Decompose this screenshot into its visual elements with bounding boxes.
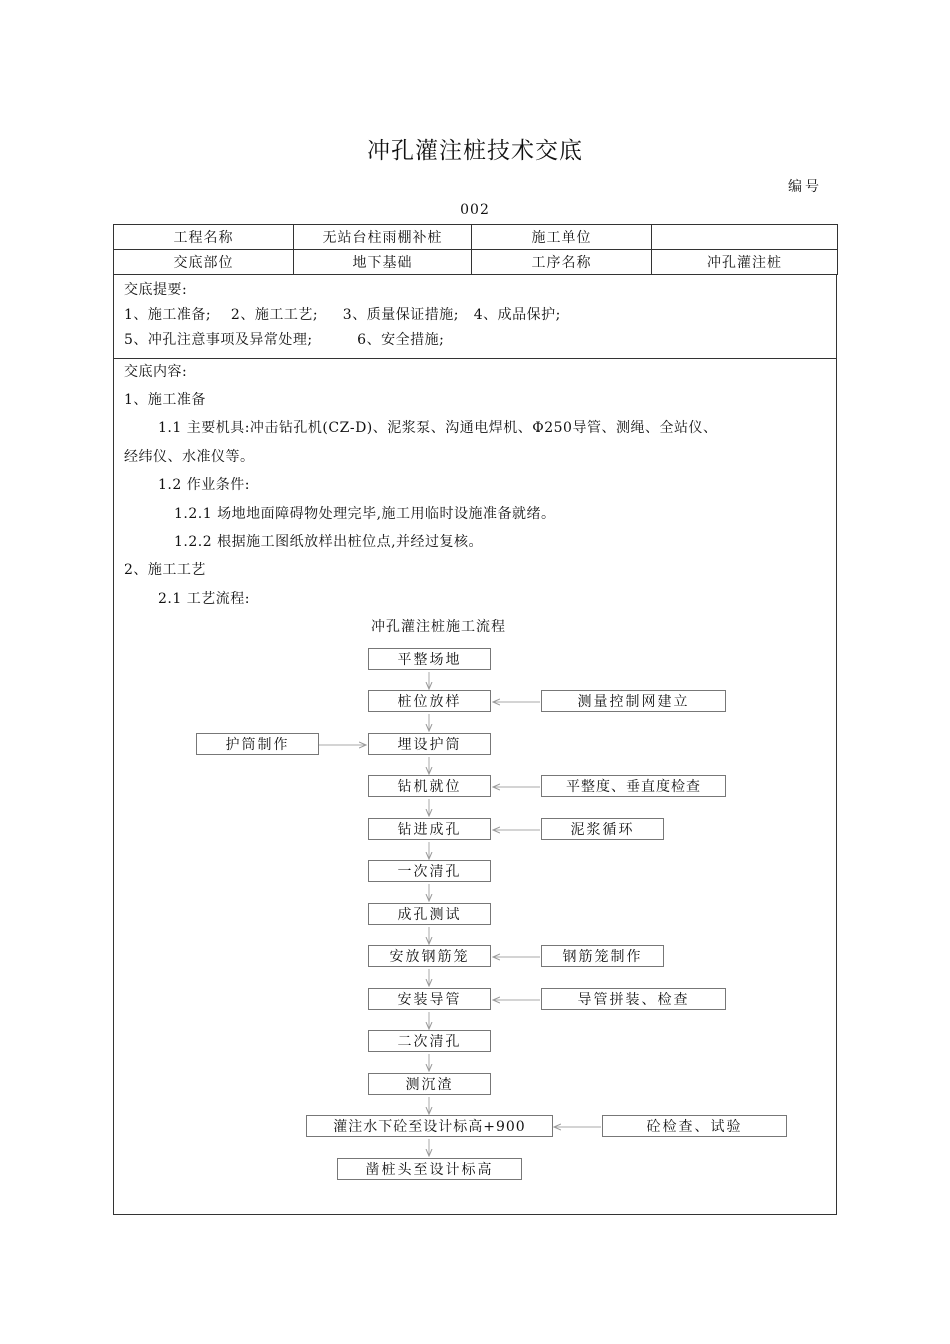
contractor-label: 施工单位 — [472, 225, 652, 250]
header-table — [113, 224, 838, 275]
section-1-2-1: 1.2.1 场地地面障碍物处理完毕,施工用临时设施准备就绪。 — [174, 506, 556, 522]
project-name-value: 无站台柱雨棚补桩 — [294, 225, 472, 250]
side-level-vertical-check: 平整度、垂直度检查 — [541, 775, 726, 797]
flowchart — [113, 359, 837, 1214]
step-rig-position: 钻机就位 — [368, 775, 491, 797]
serial-number: 002 — [460, 202, 490, 218]
step-hole-test: 成孔测试 — [368, 903, 491, 925]
step-install-pipe: 安装导管 — [368, 988, 491, 1010]
section-1-heading: 1、施工准备 — [124, 392, 206, 408]
step-measure-sediment: 测沉渣 — [368, 1073, 491, 1095]
section-1-1-line-1: 1.1 主要机具:冲击钻孔机(CZ-D)、泥浆泵、沟通电焊机、Φ250导管、测绳、全站仪、 — [158, 420, 718, 436]
contractor-value — [652, 225, 838, 250]
location-label: 交底部位 — [114, 250, 294, 275]
step-second-cleaning: 二次清孔 — [368, 1030, 491, 1052]
header-row — [114, 225, 838, 250]
process-label: 工序名称 — [472, 250, 652, 275]
step-chisel-pile-head: 凿桩头至设计标高 — [337, 1158, 522, 1180]
header-row — [114, 250, 838, 275]
summary-line-1: 1、施工准备; 2、施工工艺; 3、质量保证措施; 4、成品保护; — [124, 307, 561, 323]
process-value: 冲孔灌注桩 — [652, 250, 838, 275]
location-value: 地下基础 — [294, 250, 472, 275]
step-bury-casing: 埋设护筒 — [368, 733, 491, 755]
step-place-cage: 安放钢筋笼 — [368, 945, 491, 967]
step-pour-concrete: 灌注水下砼至设计标高+900 — [306, 1115, 553, 1137]
side-mud-circulation: 泥浆循环 — [541, 818, 664, 840]
project-name-label: 工程名称 — [114, 225, 294, 250]
summary-section — [113, 275, 837, 359]
step-drilling: 钻进成孔 — [368, 818, 491, 840]
step-first-cleaning: 一次清孔 — [368, 860, 491, 882]
side-pipe-assembly-check: 导管拼装、检查 — [541, 988, 726, 1010]
section-1-1-line-2: 经纬仪、水准仪等。 — [124, 449, 255, 465]
section-2-1: 2.1 工艺流程: — [158, 591, 250, 607]
section-1-2: 1.2 作业条件: — [158, 477, 250, 493]
section-2-heading: 2、施工工艺 — [124, 562, 206, 578]
summary-line-2: 5、冲孔注意事项及异常处理; 6、安全措施; — [124, 332, 445, 348]
flowchart-title: 冲孔灌注桩施工流程 — [371, 619, 506, 635]
side-concrete-test: 砼检查、试验 — [602, 1115, 787, 1137]
section-1-2-2: 1.2.2 根据施工图纸放样出桩位点,并经过复核。 — [174, 534, 484, 550]
side-cage-fabrication: 钢筋笼制作 — [541, 945, 664, 967]
side-survey-network: 测量控制网建立 — [541, 690, 726, 712]
step-level-site: 平整场地 — [368, 648, 491, 670]
summary-label: 交底提要: — [124, 282, 188, 298]
step-stake-out: 桩位放样 — [368, 690, 491, 712]
document-title: 冲孔灌注桩技术交底 — [367, 138, 583, 164]
side-casing-fabrication: 护筒制作 — [196, 733, 319, 755]
serial-label: 编号 — [788, 179, 822, 195]
content-label: 交底内容: — [124, 364, 188, 380]
